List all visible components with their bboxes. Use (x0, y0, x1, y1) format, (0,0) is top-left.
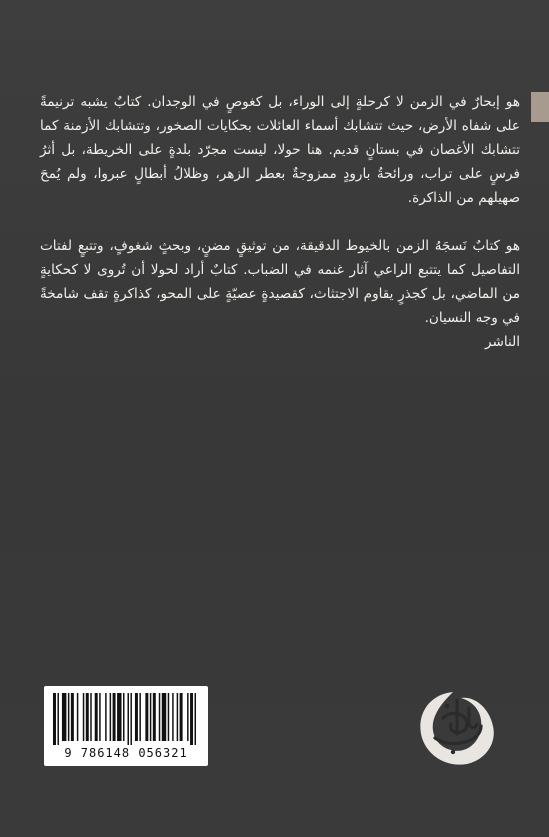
isbn-number: 9 786148 056321 (64, 746, 188, 760)
blurb-paragraph-2: هو كتابٌ نَسجَهُ الزمن بالخيوط الدقيقة، من توثيقٍ مضنٍ، وبحثٍ شغوفٍ، وتتبعٍ لفتات التفاصيل كما يتتبع الراعي آثار غنمه في الضباب. كتابٌ أراد لحولا أن تُروى لا كحكايةٍ من الماضي، بل كجذرٍ يقاوم الاجتثاث، كقصيدةٍ عصيّةٍ على المحو، كذاكرةٍ تقف شامخةً في وجه النسيان. (40, 238, 520, 326)
barcode-bars-icon (53, 693, 199, 745)
publisher-signature: الناشر (484, 334, 520, 350)
publisher-logo-icon (413, 688, 499, 770)
isbn-barcode (44, 686, 208, 766)
blurb-text (40, 90, 520, 354)
blurb-paragraph-1: هو إبحارٌ في الزمن لا كرحلةٍ إلى الوراء، بل كغوصٍ في الوجدان. كتابٌ يشبه ترنيمةً على شفاه الأرض، حيث تتشابك أسماء العائلات بحكايات الصخور، وتتشابك الأزمنة كما تتشابك الأغصان في بستانٍ قديم. هنا حولا، ليست مجرّد بلدةٍ على الخريطة، بل أثرُ فرسٍ على تراب، ورائحةُ بارودٍ ممزوجةٌ بعطر الزهر، وظلالُ أبطالٍ عبروا، ولم يُمحَ صهيلهم من الذاكرة. (40, 94, 520, 206)
edge-tab-mark (531, 92, 549, 122)
